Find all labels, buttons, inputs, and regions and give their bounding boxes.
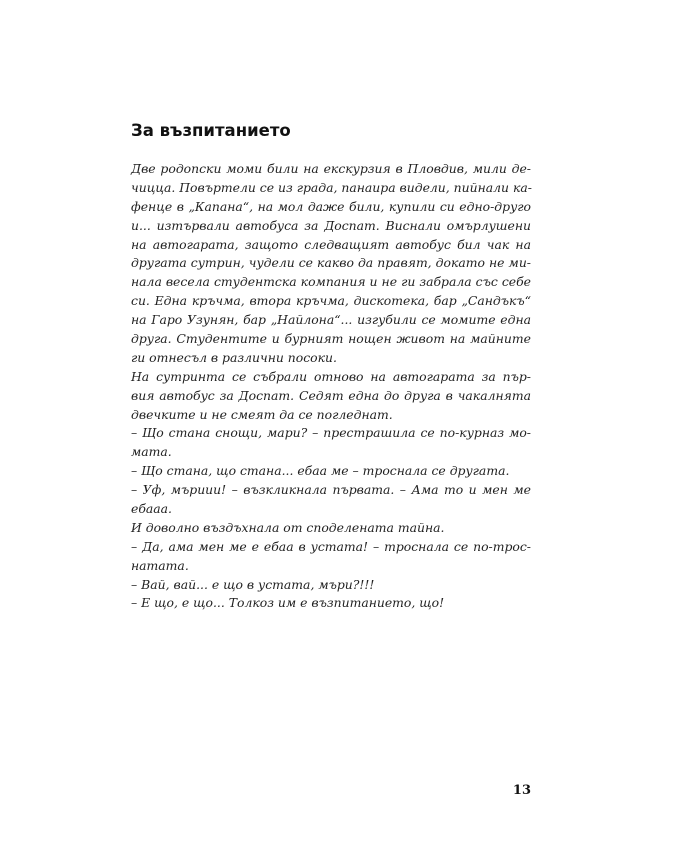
story-text (131, 160, 531, 613)
text-line: другата сутрин, чудели се какво да правят, докато не ми- (131, 255, 531, 271)
text-line: ебааа. (131, 501, 172, 517)
text-line: друга. Студентите и бурният нощен живот на майните (131, 331, 531, 347)
text-line: ги отнесъл в различни посоки. (131, 349, 337, 365)
text-line: натата. (131, 557, 189, 573)
text-line: и... изтървали автобуса за Доспат. Виснали омърлушени (131, 217, 531, 233)
text-line: двечките и не смеят да се погледнат. (131, 406, 393, 422)
text-line: И доволно въздъхнала от споделената тайна. (131, 519, 445, 535)
text-line: вия автобус за Доспат. Седят една до друга в чакалнята (131, 387, 531, 403)
chapter-title: За възпитанието (131, 121, 291, 140)
page-number: 13 (512, 783, 531, 798)
text-line: нала весела студентска компания и не ги забрала със себе (131, 274, 531, 290)
text-line: – Що стана снощи, мари? – престрашила се по-курназ мо- (131, 425, 531, 441)
text-line: – Е що, е що... Толкоз им е възпитанието, що! (131, 595, 445, 611)
text-line: – Да, ама мен ме е ебаа в устата! – троснала се по-трос- (131, 538, 531, 554)
text-line: – Що стана, що стана... ебаа ме – троснала се другата. (131, 463, 510, 479)
text-line: фенце в „Капана“, на мол даже били, купили си едно-друго (131, 198, 531, 214)
text-line: – Вай, вай... е що в устата, мъри?!!! (131, 576, 375, 592)
text-line: – Уф, мъриии! – възкликнала първата. – Ама то и мен ме (131, 482, 531, 498)
text-line: си. Една кръчма, втора кръчма, дискотека, бар „Сандъкъ“ (131, 293, 531, 309)
text-line: чицца. Повъртели се из града, панаира видели, пийнали ка- (131, 179, 532, 195)
text-line: На сутринта се събрали отново на автогарата за пър- (131, 368, 531, 384)
text-line: на Гаро Узунян, бар „Найлона“... изгубили се момите една (131, 312, 531, 328)
text-line: мата. (131, 444, 172, 460)
text-line: Две родопски моми били на екскурзия в Пловдив, мили де- (131, 161, 531, 176)
text-line: на автогарата, защото следващият автобус бил чак на (131, 236, 531, 252)
